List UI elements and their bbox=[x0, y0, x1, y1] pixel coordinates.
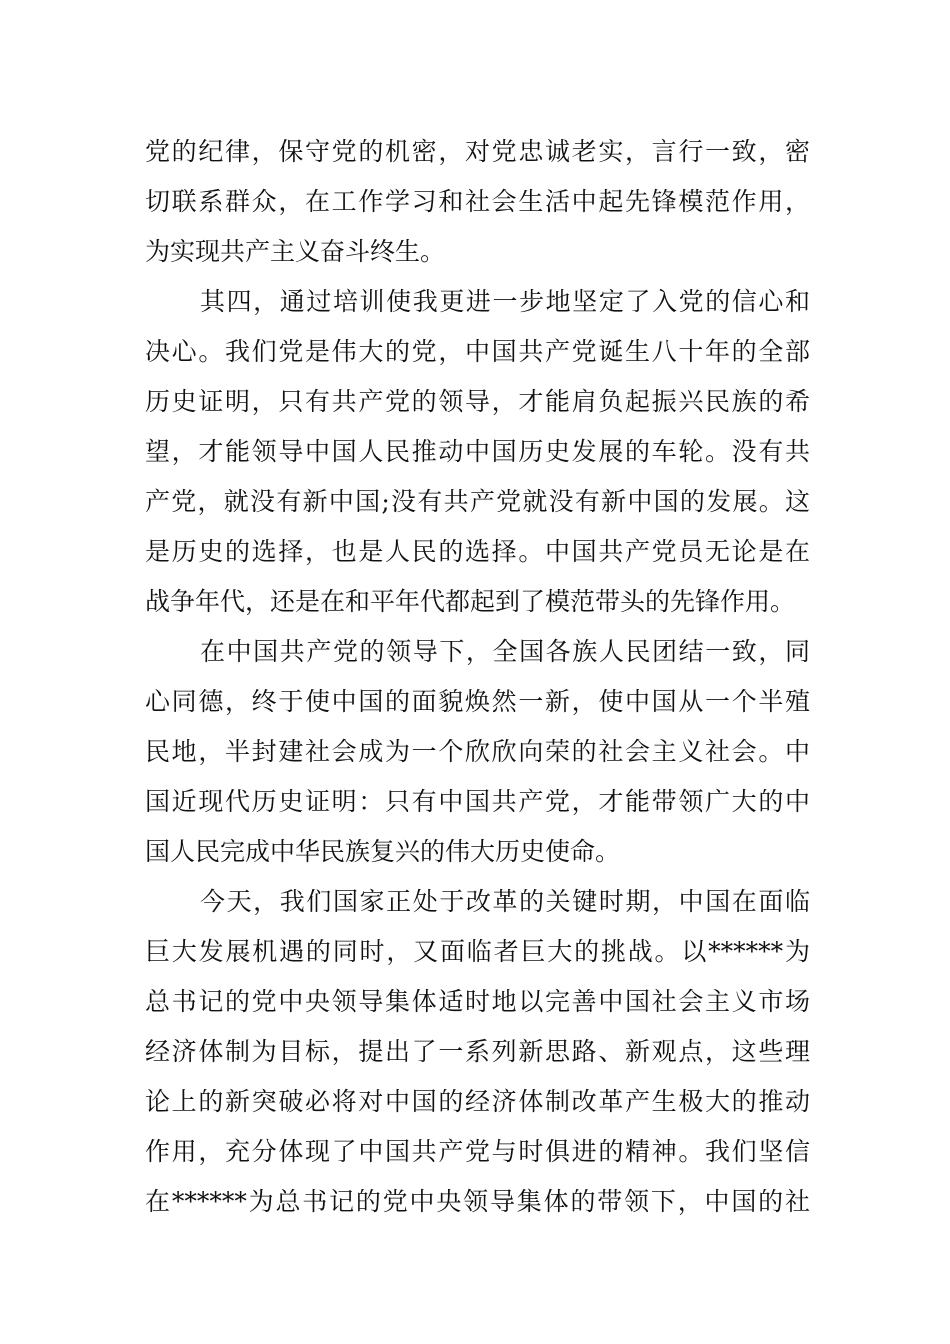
text-line: 论上的新突破必将对中国的经济体制改革产生极大的推动 bbox=[145, 1087, 810, 1116]
paragraph-1 bbox=[145, 127, 810, 277]
text-line: 总书记的党中央领导集体适时地以完善中国社会主义市场 bbox=[145, 987, 810, 1016]
text-line: 心同德，终于使中国的面貌焕然一新，使中国从一个半殖 bbox=[145, 687, 810, 716]
paragraph-2 bbox=[145, 277, 810, 627]
text-line: 今天，我们国家正处于改革的关键时期，中国在面临 bbox=[200, 887, 810, 916]
text-line: 经济体制为目标，提出了一系列新思路、新观点，这些理 bbox=[145, 1037, 810, 1066]
text-line: 在中国共产党的领导下，全国各族人民团结一致，同 bbox=[200, 637, 810, 666]
text-line: 民地，半封建社会成为一个欣欣向荣的社会主义社会。中 bbox=[145, 737, 810, 766]
text-line: 其四，通过培训使我更进一步地坚定了入党的信心和 bbox=[200, 287, 810, 316]
paragraph-3 bbox=[145, 627, 810, 877]
text-line: 巨大发展机遇的同时，又面临者巨大的挑战。以******为 bbox=[145, 937, 810, 966]
text-line: 战争年代，还是在和平年代都起到了模范带头的先锋作用。 bbox=[145, 587, 796, 616]
text-line: 是历史的选择，也是人民的选择。中国共产党员无论是在 bbox=[145, 537, 810, 566]
text-line: 党的纪律，保守党的机密，对党忠诚老实，言行一致，密 bbox=[145, 137, 810, 166]
text-line: 历史证明，只有共产党的领导，才能肩负起振兴民族的希 bbox=[145, 387, 810, 416]
text-line: 为实现共产主义奋斗终生。 bbox=[145, 237, 446, 266]
text-line: 国人民完成中华民族复兴的伟大历史使命。 bbox=[145, 837, 621, 866]
text-line: 决心。我们党是伟大的党，中国共产党诞生八十年的全部 bbox=[145, 337, 810, 366]
text-line: 国近现代历史证明：只有中国共产党，才能带领广大的中 bbox=[145, 787, 810, 816]
text-line: 产党，就没有新中国;没有共产党就没有新中国的发展。这 bbox=[145, 487, 810, 516]
document-body bbox=[145, 127, 810, 1227]
text-line: 作用，充分体现了中国共产党与时俱进的精神。我们坚信 bbox=[145, 1137, 810, 1166]
text-line: 望，才能领导中国人民推动中国历史发展的车轮。没有共 bbox=[145, 437, 810, 466]
paragraph-4 bbox=[145, 877, 810, 1227]
text-line: 在******为总书记的党中央领导集体的带领下，中国的社 bbox=[145, 1187, 810, 1216]
text-line: 切联系群众，在工作学习和社会生活中起先锋模范作用， bbox=[145, 187, 810, 216]
